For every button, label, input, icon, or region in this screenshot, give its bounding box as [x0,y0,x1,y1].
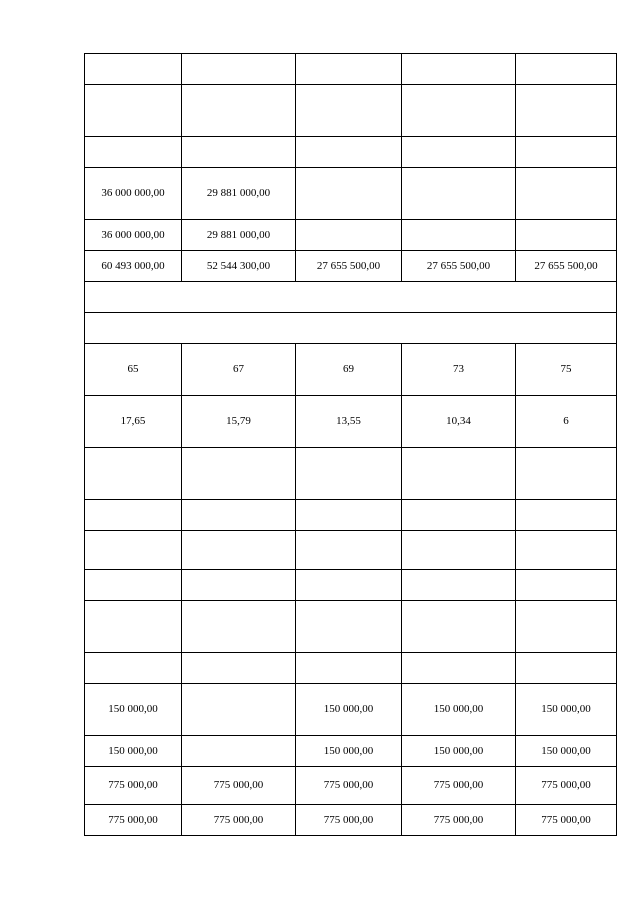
merged-cell [85,282,617,313]
table-cell [85,54,182,85]
table-cell: 29 881 000,00 [182,168,296,220]
table-cell: 17,65 [85,396,182,448]
table-cell [85,137,182,168]
table-cell: 775 000,00 [516,805,617,836]
table-row [85,601,617,653]
table-row [85,531,617,570]
table-cell: 6 [516,396,617,448]
table-row-merged [85,282,617,313]
table-cell [182,684,296,736]
table-cell: 775 000,00 [402,805,516,836]
table-cell: 775 000,00 [85,805,182,836]
table-cell [402,85,516,137]
table-cell [402,168,516,220]
table-cell: 150 000,00 [296,684,402,736]
table-cell: 150 000,00 [85,736,182,767]
table-cell: 150 000,00 [402,684,516,736]
table-cell [85,601,182,653]
table-cell [516,500,617,531]
table-cell [296,220,402,251]
table-cell [85,448,182,500]
table-cell [402,448,516,500]
data-table [84,53,617,836]
table-cell: 150 000,00 [85,684,182,736]
table-cell: 75 [516,344,617,396]
table-cell [296,500,402,531]
table-cell [516,168,617,220]
table-cell: 69 [296,344,402,396]
table-cell [182,85,296,137]
table-cell [296,653,402,684]
table-cell [402,500,516,531]
table-cell: 27 655 500,00 [296,251,402,282]
table-cell: 150 000,00 [402,736,516,767]
table-cell: 29 881 000,00 [182,220,296,251]
table-cell: 775 000,00 [85,767,182,805]
table-row [85,767,617,805]
table-cell: 36 000 000,00 [85,220,182,251]
table-cell [402,220,516,251]
table-row [85,736,617,767]
table-cell: 27 655 500,00 [402,251,516,282]
table-cell [182,653,296,684]
table-row [85,570,617,601]
table-cell: 775 000,00 [182,767,296,805]
table-cell: 65 [85,344,182,396]
table-row [85,448,617,500]
table-cell [516,653,617,684]
table-cell: 15,79 [182,396,296,448]
table-cell [516,85,617,137]
table-cell [516,531,617,570]
table-cell: 150 000,00 [516,736,617,767]
table-cell: 775 000,00 [182,805,296,836]
table-cell: 36 000 000,00 [85,168,182,220]
table-cell: 10,34 [402,396,516,448]
table-cell [402,54,516,85]
table-cell [182,54,296,85]
table-cell [516,601,617,653]
table-cell [402,653,516,684]
table-cell [182,570,296,601]
table-cell: 150 000,00 [296,736,402,767]
table-row [85,653,617,684]
table-cell [182,500,296,531]
table-cell: 775 000,00 [296,805,402,836]
table-row [85,396,617,448]
table-cell [182,531,296,570]
table-cell: 13,55 [296,396,402,448]
table-row [85,168,617,220]
table-cell [85,653,182,684]
table-cell [402,531,516,570]
table-cell [296,531,402,570]
table-cell [296,601,402,653]
table-cell: 73 [402,344,516,396]
table-cell [516,448,617,500]
table-cell: 60 493 000,00 [85,251,182,282]
table-cell [516,220,617,251]
table-cell [296,448,402,500]
table-cell: 775 000,00 [296,767,402,805]
table-cell [296,570,402,601]
table-cell [85,85,182,137]
table-cell: 52 544 300,00 [182,251,296,282]
table-row-merged [85,313,617,344]
table-cell [182,601,296,653]
table-cell [516,54,617,85]
table-cell [296,54,402,85]
table-row [85,805,617,836]
table-cell: 150 000,00 [516,684,617,736]
table-cell [516,137,617,168]
table-cell: 27 655 500,00 [516,251,617,282]
table-cell [402,601,516,653]
table-row [85,684,617,736]
document-page [84,53,616,836]
merged-cell [85,313,617,344]
table-row [85,251,617,282]
table-cell [182,137,296,168]
table-cell [402,137,516,168]
table-row [85,54,617,85]
table-cell: 67 [182,344,296,396]
table-row [85,85,617,137]
table-cell [402,570,516,601]
table-cell [296,168,402,220]
table-cell [516,570,617,601]
table-cell [182,736,296,767]
table-cell [85,570,182,601]
table-cell [296,85,402,137]
table-cell [85,531,182,570]
table-row [85,137,617,168]
table-cell [85,500,182,531]
table-row [85,344,617,396]
table-row [85,220,617,251]
table-cell: 775 000,00 [402,767,516,805]
table-cell [296,137,402,168]
table-row [85,500,617,531]
table-cell: 775 000,00 [516,767,617,805]
table-cell [182,448,296,500]
